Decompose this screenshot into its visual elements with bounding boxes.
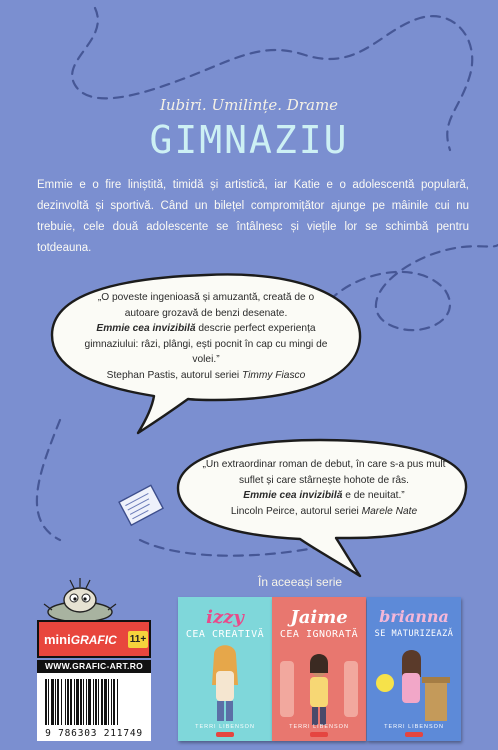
series-book-jaime	[272, 597, 366, 741]
quote-text-continued: descrie perfect experiența gimnaziului: râzi, plângi, ești pocnit în cap cu mingi de volei.”	[84, 323, 328, 365]
barcode-bar	[117, 679, 118, 725]
quote-role: , autorul seriei	[175, 369, 243, 381]
barcode-bar	[65, 679, 66, 725]
quote-highlight: Emmie cea invizibilă	[96, 323, 196, 334]
barcode-bar	[67, 679, 69, 725]
barcode-bar	[86, 679, 87, 725]
barcode-bar	[45, 679, 47, 725]
barcode-bar	[95, 679, 97, 725]
tagline: Iubiri. Umilințe. Drame	[159, 96, 339, 114]
barcode-bar	[70, 679, 72, 725]
barcode-bar	[76, 679, 79, 725]
barcode-bar	[108, 679, 109, 725]
publisher-prefix: mini	[44, 632, 71, 647]
character-illustration	[367, 597, 461, 741]
book-title-top: Jaime	[290, 607, 348, 628]
barcode-bar	[111, 679, 112, 725]
quote-series: Marele Nate	[361, 505, 418, 517]
barcode-bar	[101, 679, 103, 725]
barcode-bar	[83, 679, 84, 725]
barcode-bar	[113, 679, 115, 725]
barcode-bar	[55, 679, 56, 725]
book-title-top: brianna	[379, 607, 449, 626]
quote-role: , autorul seriei	[294, 505, 362, 517]
quote-text: „Un extraordinar roman de debut, în care s-a pus mult suflet și care stârnește hohote de râs.	[202, 459, 446, 486]
barcode-bar	[93, 679, 94, 725]
character-illustration	[272, 597, 366, 741]
book-author: TERRI LIBENSON	[384, 724, 444, 730]
book-author: TERRI LIBENSON	[289, 724, 349, 730]
barcode-bar	[61, 679, 62, 725]
barcode-bar	[98, 679, 99, 725]
book-title-bottom: CEA IGNORATĂ	[279, 629, 359, 640]
book-blurb: Emmie e o fire liniștită, timidă și artistică, iar Katie e o adolescentă populară, dezinvoltă și sportivă. Când un bilețel compromițător ajunge pe mâinile cui nu trebuie, cele două adolescente se întâlnesc și viețile lor se schimbă pentru totdeauna.	[37, 179, 469, 254]
paper-note-icon	[112, 482, 172, 532]
barcode-bar	[57, 679, 59, 725]
barcode-block	[37, 673, 151, 741]
barcode-bar	[80, 679, 82, 725]
quote-author: Stephan Pastis	[106, 369, 176, 381]
book-title-top: izzy	[206, 607, 244, 628]
barcode-bar	[48, 679, 49, 725]
mascot-icon	[40, 574, 120, 622]
barcode-icon	[37, 677, 151, 729]
review-quote-2	[198, 457, 450, 519]
quote-author: Lincoln Peirce	[230, 505, 295, 517]
barcode-bar	[74, 679, 75, 725]
age-badge: 11+	[128, 631, 148, 648]
quote-highlight: Emmie cea invizibilă	[243, 490, 343, 501]
publisher-logo	[37, 620, 151, 658]
quote-series: Timmy Fiasco	[242, 369, 306, 381]
publisher-name: GRAFIC	[70, 633, 117, 647]
series-book-izzy	[178, 597, 272, 741]
publisher-website: WWW.GRAFIC-ART.RO	[37, 660, 151, 673]
isbn-number: 9 786303 211749	[45, 728, 143, 739]
barcode-bar	[51, 679, 54, 725]
barcode-bar	[104, 679, 107, 725]
book-title: GIMNAZIU	[149, 118, 349, 162]
book-title-bottom: CEA CREATIVĂ	[185, 629, 265, 640]
quote-text-continued: e de neuitat.”	[345, 490, 405, 501]
character-illustration	[178, 597, 272, 741]
book-author: TERRI LIBENSON	[195, 724, 255, 730]
barcode-bar	[88, 679, 91, 725]
series-book-brianna	[367, 597, 461, 741]
book-title-bottom: SE MATURIZEAZĂ	[374, 629, 454, 639]
series-title: În aceeași serie	[258, 575, 343, 589]
quote-text: „O poveste ingenioasă și amuzantă, creată de o autoare grozavă de benzi desenate.	[97, 292, 315, 319]
